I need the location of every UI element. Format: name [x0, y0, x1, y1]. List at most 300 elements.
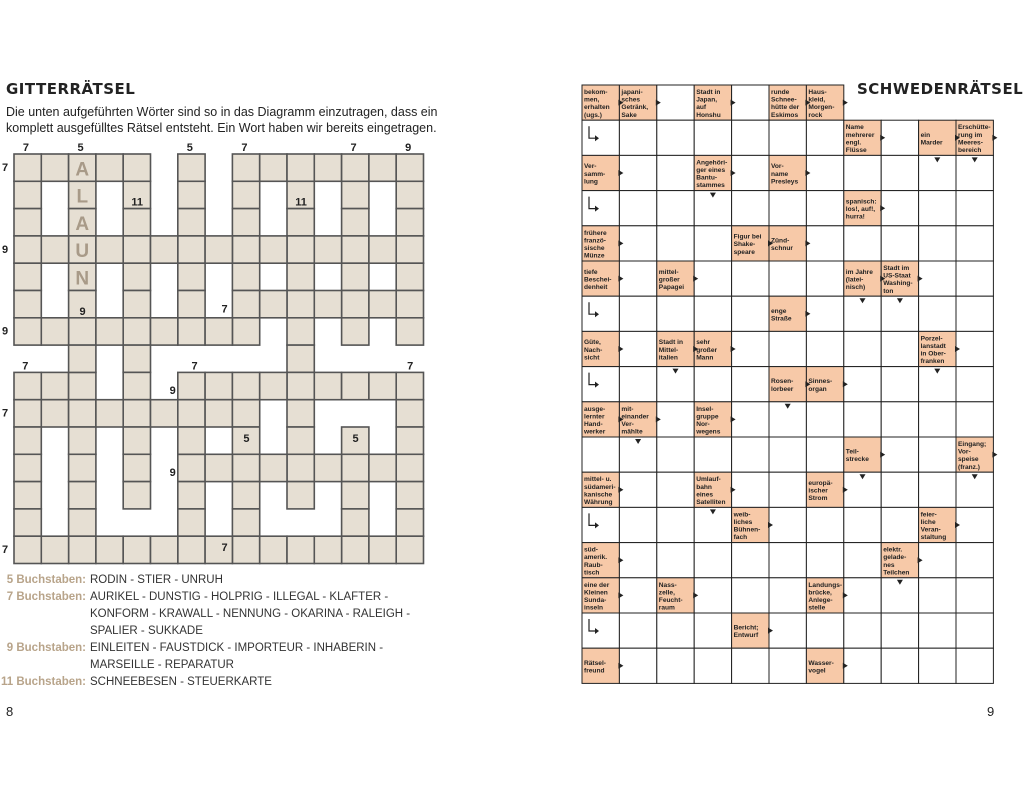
- gitter-cell[interactable]: [369, 536, 396, 563]
- gitter-cell[interactable]: [178, 318, 205, 345]
- gitter-cell[interactable]: [260, 454, 287, 481]
- gitter-cell[interactable]: [14, 400, 41, 427]
- answer-cell[interactable]: [881, 507, 918, 542]
- answer-cell[interactable]: [694, 120, 731, 155]
- answer-cell[interactable]: [657, 507, 694, 542]
- gitter-cell[interactable]: [14, 454, 41, 481]
- answer-cell[interactable]: [919, 648, 956, 683]
- gitter-cell[interactable]: [396, 482, 423, 509]
- gitter-cell[interactable]: [396, 427, 423, 454]
- answer-cell[interactable]: [732, 296, 769, 331]
- answer-cell[interactable]: [956, 367, 993, 402]
- answer-cell[interactable]: [619, 226, 656, 261]
- answer-cell[interactable]: [881, 120, 918, 155]
- grid-number: 9: [79, 305, 86, 318]
- gitter-cell[interactable]: [178, 181, 205, 208]
- answer-cell[interactable]: [769, 472, 806, 507]
- answer-cell[interactable]: [806, 296, 843, 331]
- answer-cell[interactable]: [881, 613, 918, 648]
- given-letter: A: [75, 213, 90, 235]
- gitter-cell[interactable]: [260, 291, 287, 318]
- answer-cell[interactable]: [657, 155, 694, 190]
- answer-cell[interactable]: [956, 191, 993, 226]
- answer-cell[interactable]: [619, 331, 656, 366]
- answer-cell[interactable]: [956, 402, 993, 437]
- answer-cell[interactable]: [732, 331, 769, 366]
- gitter-cell[interactable]: [14, 427, 41, 454]
- gitter-cell[interactable]: [314, 291, 341, 318]
- gitter-cell[interactable]: [123, 236, 150, 263]
- answer-cell[interactable]: [919, 578, 956, 613]
- answer-cell[interactable]: [619, 472, 656, 507]
- gitter-cell[interactable]: [369, 372, 396, 399]
- gitter-cell[interactable]: [396, 372, 423, 399]
- gitter-cell[interactable]: [69, 454, 96, 481]
- clue-text: Güte, Nach-sicht: [584, 339, 603, 362]
- gitter-cell[interactable]: [260, 536, 287, 563]
- answer-cell[interactable]: [806, 543, 843, 578]
- gitter-cell[interactable]: [69, 345, 96, 372]
- answer-cell[interactable]: [694, 367, 731, 402]
- gitter-cell[interactable]: [287, 536, 314, 563]
- answer-cell[interactable]: [769, 120, 806, 155]
- gitter-cell[interactable]: [96, 536, 123, 563]
- gitter-cell[interactable]: [69, 536, 96, 563]
- gitter-cell[interactable]: [14, 181, 41, 208]
- answer-cell[interactable]: [619, 120, 656, 155]
- gitter-cell[interactable]: [232, 318, 259, 345]
- answer-cell[interactable]: [769, 191, 806, 226]
- answer-cell[interactable]: [732, 472, 769, 507]
- answer-cell[interactable]: [806, 402, 843, 437]
- answer-cell[interactable]: [769, 331, 806, 366]
- gitter-cell[interactable]: [41, 372, 68, 399]
- gitter-cell[interactable]: [178, 509, 205, 536]
- page-number-left: 8: [6, 704, 14, 719]
- gitter-cell[interactable]: [178, 482, 205, 509]
- answer-cell[interactable]: [694, 648, 731, 683]
- answer-cell[interactable]: [881, 331, 918, 366]
- gitter-cell[interactable]: [287, 318, 314, 345]
- gitter-cell[interactable]: [314, 536, 341, 563]
- gitter-cell[interactable]: [342, 482, 369, 509]
- gitter-cell[interactable]: [396, 236, 423, 263]
- answer-cell[interactable]: [806, 191, 843, 226]
- gitter-cell[interactable]: [232, 291, 259, 318]
- gitter-cell[interactable]: [41, 154, 68, 181]
- answer-cell[interactable]: [919, 613, 956, 648]
- gitter-cell[interactable]: [205, 236, 232, 263]
- answer-cell[interactable]: [732, 120, 769, 155]
- gitter-cell[interactable]: [287, 154, 314, 181]
- answer-cell[interactable]: [732, 367, 769, 402]
- gitter-cell[interactable]: [205, 536, 232, 563]
- gitter-cell[interactable]: [178, 400, 205, 427]
- answer-cell[interactable]: [806, 507, 843, 542]
- grid-number: 7: [407, 360, 414, 373]
- gitter-cell[interactable]: [314, 154, 341, 181]
- gitter-cell[interactable]: [14, 154, 41, 181]
- gitter-cell[interactable]: [41, 536, 68, 563]
- gitter-cell[interactable]: [287, 291, 314, 318]
- gitter-cell[interactable]: [205, 454, 232, 481]
- answer-cell[interactable]: [806, 331, 843, 366]
- gitter-cell[interactable]: [123, 427, 150, 454]
- gitter-cell[interactable]: [342, 318, 369, 345]
- answer-cell[interactable]: [956, 613, 993, 648]
- answer-cell[interactable]: [919, 226, 956, 261]
- answer-cell[interactable]: [881, 472, 918, 507]
- answer-cell[interactable]: [657, 648, 694, 683]
- answer-cell[interactable]: [694, 613, 731, 648]
- gitter-cell[interactable]: [287, 345, 314, 372]
- answer-cell[interactable]: [657, 85, 694, 120]
- word-list-row: [0, 657, 420, 674]
- gitter-cell[interactable]: [232, 154, 259, 181]
- clue-text: spanisch: los!, auf!, hurra!: [845, 198, 877, 221]
- clue-text: runde Schnee-hütte der Eskimos: [771, 89, 800, 119]
- answer-cell[interactable]: [732, 578, 769, 613]
- gitter-cell[interactable]: [232, 372, 259, 399]
- answer-cell[interactable]: [844, 367, 881, 402]
- clue-text: japani-sches Getränk, Sake: [621, 89, 649, 119]
- gitter-cell[interactable]: [69, 427, 96, 454]
- answer-cell[interactable]: [881, 367, 918, 402]
- clue-text: tiefe Beschei-denheit: [584, 268, 612, 291]
- answer-cell[interactable]: [769, 507, 806, 542]
- gitter-cell[interactable]: [14, 318, 41, 345]
- answer-cell[interactable]: [582, 507, 619, 542]
- gitter-cell[interactable]: [41, 400, 68, 427]
- gitter-cell[interactable]: [14, 263, 41, 290]
- answer-cell[interactable]: [619, 507, 656, 542]
- gitter-cell[interactable]: [151, 400, 178, 427]
- gitter-cell[interactable]: [14, 536, 41, 563]
- gitter-cell[interactable]: [123, 263, 150, 290]
- answer-cell[interactable]: [956, 296, 993, 331]
- gitter-cell[interactable]: [396, 509, 423, 536]
- gitter-cell[interactable]: [151, 536, 178, 563]
- gitter-cell[interactable]: [287, 427, 314, 454]
- gitter-cell[interactable]: [287, 209, 314, 236]
- clue-text: Rätsel-freund: [584, 659, 606, 675]
- answer-cell[interactable]: [582, 437, 619, 472]
- answer-cell[interactable]: [806, 613, 843, 648]
- answer-cell[interactable]: [881, 402, 918, 437]
- gitter-cell[interactable]: [96, 236, 123, 263]
- answer-cell[interactable]: [619, 155, 656, 190]
- gitter-cell[interactable]: [14, 509, 41, 536]
- gitter-cell[interactable]: [69, 509, 96, 536]
- gitter-cell[interactable]: [232, 454, 259, 481]
- gitter-cell[interactable]: [342, 454, 369, 481]
- answer-cell[interactable]: [619, 367, 656, 402]
- grid-number: 7: [22, 360, 29, 373]
- answer-cell[interactable]: [844, 331, 881, 366]
- gitter-cell[interactable]: [178, 291, 205, 318]
- answer-cell[interactable]: [582, 613, 619, 648]
- side-number: 9: [2, 325, 9, 338]
- answer-cell[interactable]: [769, 648, 806, 683]
- answer-cell[interactable]: [844, 543, 881, 578]
- answer-cell[interactable]: [657, 472, 694, 507]
- gitter-cell[interactable]: [287, 400, 314, 427]
- gitter-cell[interactable]: [96, 318, 123, 345]
- gitter-cell[interactable]: [14, 291, 41, 318]
- gitter-cell[interactable]: [342, 372, 369, 399]
- answer-cell[interactable]: [619, 191, 656, 226]
- gitter-cell[interactable]: [314, 454, 341, 481]
- gitter-cell[interactable]: [232, 482, 259, 509]
- gitter-cell[interactable]: [260, 154, 287, 181]
- gitter-cell[interactable]: [396, 263, 423, 290]
- gitter-cell[interactable]: [151, 318, 178, 345]
- answer-cell[interactable]: [769, 437, 806, 472]
- answer-cell[interactable]: [956, 507, 993, 542]
- gitter-cell[interactable]: [14, 482, 41, 509]
- answer-cell[interactable]: [582, 296, 619, 331]
- answer-cell[interactable]: [919, 261, 956, 296]
- arrow-right-icon: [992, 452, 997, 458]
- gitter-cell[interactable]: [342, 536, 369, 563]
- word-list-label: [0, 657, 90, 674]
- word-list: [0, 572, 420, 691]
- gitter-cell[interactable]: [342, 291, 369, 318]
- gitter-cell[interactable]: [232, 509, 259, 536]
- gitter-cell[interactable]: [123, 345, 150, 372]
- gitter-cell[interactable]: [205, 400, 232, 427]
- gitter-cell[interactable]: [396, 536, 423, 563]
- answer-cell[interactable]: [806, 226, 843, 261]
- answer-cell[interactable]: [919, 543, 956, 578]
- gitter-cell[interactable]: [178, 454, 205, 481]
- gitter-cell[interactable]: [396, 181, 423, 208]
- answer-cell[interactable]: [732, 191, 769, 226]
- gitter-cell[interactable]: [396, 291, 423, 318]
- gitter-cell[interactable]: [69, 318, 96, 345]
- gitter-cell[interactable]: [41, 318, 68, 345]
- answer-cell[interactable]: [619, 648, 656, 683]
- answer-cell[interactable]: [881, 191, 918, 226]
- clue-text: europä-ischer Strom: [808, 480, 833, 503]
- answer-cell[interactable]: [657, 226, 694, 261]
- answer-cell[interactable]: [619, 261, 656, 296]
- answer-cell[interactable]: [881, 648, 918, 683]
- gitter-cell[interactable]: [178, 372, 205, 399]
- answer-cell[interactable]: [881, 155, 918, 190]
- answer-cell[interactable]: [694, 543, 731, 578]
- gitter-cell[interactable]: [123, 482, 150, 509]
- side-number: 9: [2, 243, 9, 256]
- answer-cell[interactable]: [619, 613, 656, 648]
- gitter-title: GITTERRÄTSEL: [6, 80, 136, 98]
- answer-cell[interactable]: [956, 331, 993, 366]
- gitter-cell[interactable]: [232, 209, 259, 236]
- gitter-cell[interactable]: [205, 318, 232, 345]
- answer-cell[interactable]: [657, 296, 694, 331]
- clue-text: Umlauf-bahn eines Satelliten: [696, 476, 726, 506]
- clue-text: mittel-großer Papagei: [658, 268, 685, 291]
- gitter-cell[interactable]: [178, 236, 205, 263]
- gitter-cell[interactable]: [260, 372, 287, 399]
- gitter-cell[interactable]: [96, 154, 123, 181]
- answer-cell[interactable]: [844, 613, 881, 648]
- answer-cell[interactable]: [806, 261, 843, 296]
- gitter-cell[interactable]: [178, 427, 205, 454]
- gitter-cell[interactable]: [178, 536, 205, 563]
- schweden-grid[interactable]: [580, 83, 991, 687]
- answer-cell[interactable]: [732, 155, 769, 190]
- answer-cell[interactable]: [919, 296, 956, 331]
- gitter-cell[interactable]: [287, 236, 314, 263]
- gitter-cell[interactable]: [178, 154, 205, 181]
- given-letter: U: [75, 241, 90, 263]
- answer-cell[interactable]: [769, 613, 806, 648]
- gitter-cell[interactable]: [314, 372, 341, 399]
- answer-cell[interactable]: [844, 578, 881, 613]
- gitter-cell[interactable]: [123, 291, 150, 318]
- answer-cell[interactable]: [769, 543, 806, 578]
- answer-cell[interactable]: [732, 437, 769, 472]
- answer-cell[interactable]: [769, 578, 806, 613]
- gitter-cell[interactable]: [342, 209, 369, 236]
- gitter-cell[interactable]: [123, 400, 150, 427]
- answer-cell[interactable]: [657, 191, 694, 226]
- gitter-cell[interactable]: [123, 318, 150, 345]
- word-list-label: [0, 606, 90, 623]
- answer-cell[interactable]: [881, 437, 918, 472]
- word-list-row: [0, 606, 420, 623]
- answer-cell[interactable]: [806, 120, 843, 155]
- answer-cell[interactable]: [769, 261, 806, 296]
- gitter-cell[interactable]: [178, 263, 205, 290]
- answer-cell[interactable]: [582, 120, 619, 155]
- gitter-cell[interactable]: [14, 372, 41, 399]
- answer-cell[interactable]: [657, 437, 694, 472]
- answer-cell[interactable]: [919, 191, 956, 226]
- gitter-cell[interactable]: [232, 536, 259, 563]
- gitter-cell[interactable]: [151, 236, 178, 263]
- gitter-cell[interactable]: [232, 400, 259, 427]
- gitter-cell[interactable]: [342, 181, 369, 208]
- gitter-cell[interactable]: [396, 209, 423, 236]
- gitter-cell[interactable]: [232, 236, 259, 263]
- answer-cell[interactable]: [732, 543, 769, 578]
- gitter-cell[interactable]: [123, 154, 150, 181]
- word-list-words: RODIN - STIER - UNRUH: [90, 574, 223, 586]
- answer-cell[interactable]: [881, 226, 918, 261]
- gitter-cell[interactable]: [342, 154, 369, 181]
- gitter-cell[interactable]: [69, 400, 96, 427]
- gitter-cell[interactable]: [14, 236, 41, 263]
- answer-cell[interactable]: [619, 296, 656, 331]
- answer-cell[interactable]: [806, 437, 843, 472]
- answer-cell[interactable]: [919, 437, 956, 472]
- answer-cell[interactable]: [657, 402, 694, 437]
- gitter-cell[interactable]: [287, 482, 314, 509]
- gitter-cell[interactable]: [232, 263, 259, 290]
- gitter-cell[interactable]: [287, 454, 314, 481]
- gitter-grid[interactable]: [0, 140, 440, 565]
- answer-cell[interactable]: [619, 578, 656, 613]
- answer-cell[interactable]: [844, 507, 881, 542]
- answer-cell[interactable]: [657, 120, 694, 155]
- answer-cell[interactable]: [956, 226, 993, 261]
- answer-cell[interactable]: [694, 261, 731, 296]
- answer-cell[interactable]: [956, 578, 993, 613]
- answer-cell[interactable]: [732, 261, 769, 296]
- gitter-cell[interactable]: [314, 236, 341, 263]
- gitter-cell[interactable]: [342, 509, 369, 536]
- gitter-cell[interactable]: [396, 154, 423, 181]
- answer-cell[interactable]: [732, 648, 769, 683]
- gitter-cell[interactable]: [396, 454, 423, 481]
- grid-number: 9: [169, 385, 176, 398]
- answer-cell[interactable]: [844, 226, 881, 261]
- gitter-cell[interactable]: [369, 454, 396, 481]
- gitter-cell[interactable]: [369, 291, 396, 318]
- gitter-cell[interactable]: [342, 236, 369, 263]
- answer-cell[interactable]: [582, 191, 619, 226]
- clue-text: Bericht; Entwurf: [733, 624, 759, 640]
- answer-cell[interactable]: [694, 296, 731, 331]
- answer-cell[interactable]: [844, 402, 881, 437]
- gitter-cell[interactable]: [260, 236, 287, 263]
- answer-cell[interactable]: [694, 226, 731, 261]
- gitter-cell[interactable]: [123, 454, 150, 481]
- clue-text: Vor-name Presleys: [771, 163, 799, 186]
- gitter-cell[interactable]: [123, 372, 150, 399]
- answer-cell[interactable]: [582, 367, 619, 402]
- gitter-cell[interactable]: [287, 263, 314, 290]
- gitter-cell[interactable]: [69, 372, 96, 399]
- gitter-cell[interactable]: [396, 318, 423, 345]
- gitter-cell[interactable]: [287, 372, 314, 399]
- answer-cell[interactable]: [619, 543, 656, 578]
- gitter-cell[interactable]: [41, 236, 68, 263]
- gitter-cell[interactable]: [69, 482, 96, 509]
- answer-cell[interactable]: [732, 402, 769, 437]
- given-letter: A: [75, 159, 90, 181]
- answer-cell[interactable]: [919, 472, 956, 507]
- gitter-cell[interactable]: [369, 236, 396, 263]
- word-list-words: KONFORM - KRAWALL - NENNUNG - OKARINA - RALEIGH -: [90, 608, 411, 620]
- gitter-cell[interactable]: [14, 209, 41, 236]
- clue-text: Angehöri-ger eines Bantu-stammes: [696, 159, 728, 190]
- gitter-cell[interactable]: [178, 209, 205, 236]
- answer-cell[interactable]: [844, 648, 881, 683]
- answer-cell[interactable]: [694, 578, 731, 613]
- gitter-cell[interactable]: [205, 372, 232, 399]
- gitter-cell[interactable]: [232, 181, 259, 208]
- answer-cell[interactable]: [956, 543, 993, 578]
- gitter-cell[interactable]: [123, 536, 150, 563]
- answer-cell[interactable]: [956, 261, 993, 296]
- answer-cell[interactable]: [657, 613, 694, 648]
- answer-cell[interactable]: [694, 437, 731, 472]
- gitter-cell[interactable]: [342, 263, 369, 290]
- answer-cell[interactable]: [844, 155, 881, 190]
- gitter-cell[interactable]: [369, 154, 396, 181]
- answer-cell[interactable]: [806, 155, 843, 190]
- gitter-cell[interactable]: [96, 400, 123, 427]
- gitter-cell[interactable]: [123, 209, 150, 236]
- gitter-cell[interactable]: [396, 400, 423, 427]
- answer-cell[interactable]: [956, 648, 993, 683]
- answer-cell[interactable]: [919, 402, 956, 437]
- answer-cell[interactable]: [657, 543, 694, 578]
- answer-cell[interactable]: [732, 85, 769, 120]
